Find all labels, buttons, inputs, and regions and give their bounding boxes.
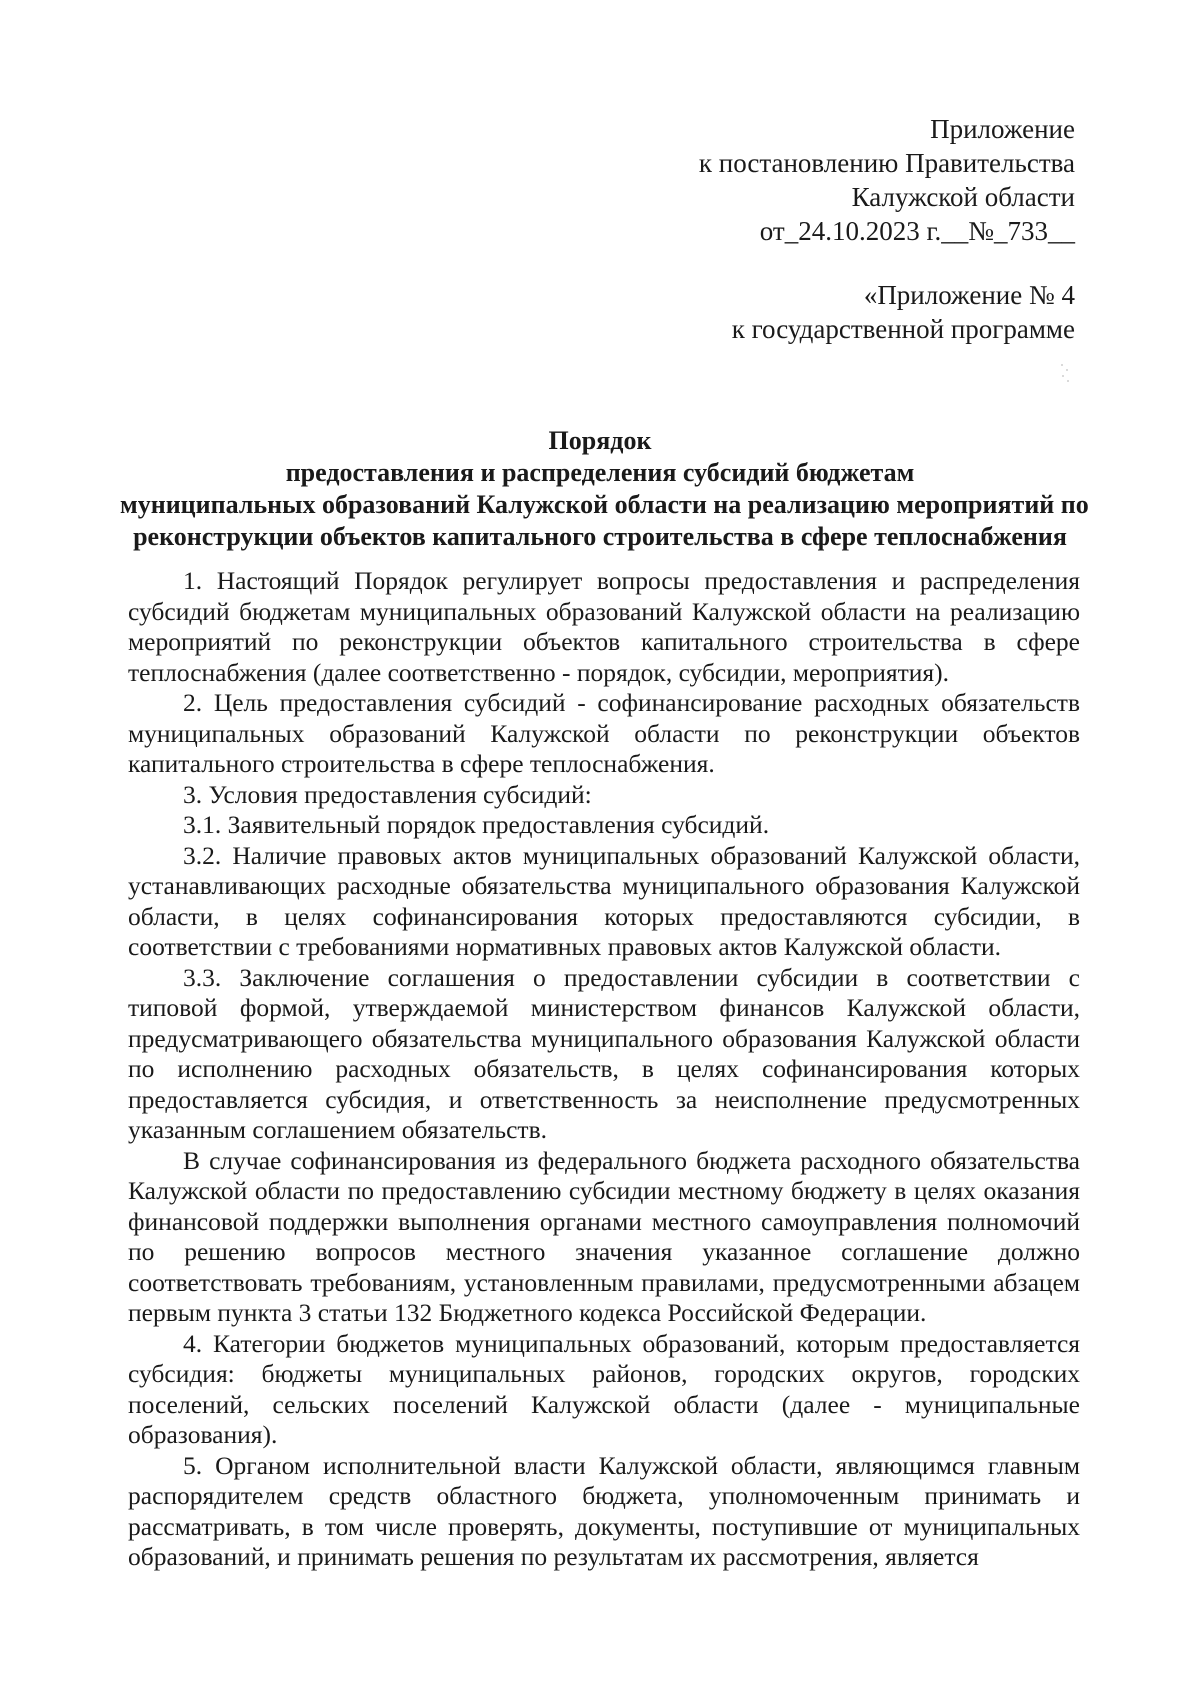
- paragraph-federal: В случае софинансирования из федерального бюджета расходного обязательства Калужской области по предоставлению субсидии местному бюджету в целях оказания финансовой поддержки выполнения органами местного самоуправления полномочий по решению вопросов местного значения указанное соглашение должно соответствовать требованиям, установленным правилами, предусмотренными абзацем первым пункта 3 статьи 132 Бюджетного кодекса Российской Федерации.: [128, 1145, 1080, 1327]
- appendix-line: Приложение: [930, 114, 1075, 144]
- document-title: [120, 425, 1089, 553]
- program-appendix-header: [732, 278, 1075, 346]
- scan-artifact-icon: [1058, 362, 1072, 384]
- title-line: Порядок: [548, 426, 652, 455]
- paragraph-3: 3. Условия предоставления субсидий:: [183, 779, 592, 809]
- appendix-line: к постановлению Правительства: [698, 148, 1075, 178]
- paragraph-5: 5. Органом исполнительной власти Калужской области, являющимся главным распорядителем средств областного бюджета, уполномоченным принимать и рассматривать, в том числе проверять, документы, поступившие от муниципальных образований, и принимать решения по результатам их рассмотрения, является: [128, 1450, 1080, 1571]
- paragraph-3-1: 3.1. Заявительный порядок предоставления субсидий.: [183, 810, 770, 839]
- program-appendix-line: к государственной программе: [731, 314, 1075, 344]
- title-line: муниципальных образований Калужской области на реализацию мероприятий по: [120, 490, 1089, 519]
- program-appendix-line: «Приложение № 4: [863, 280, 1075, 310]
- paragraph-3-3: 3.3. Заключение соглашения о предоставлении субсидии в соответствии с типовой формой, утверждаемой министерством финансов Калужской области, предусматривающего обязательства муниципального образования Калужской области по исполнению расходных обязательств, в целях софинансирования которых предоставляется субсидия, и ответственность за неисполнение предусмотренных указанным соглашением обязательств.: [128, 962, 1080, 1144]
- paragraph-4: 4. Категории бюджетов муниципальных образований, которым предоставляется субсидия: бюджеты муниципальных районов, городских округов, городских поселений, сельских поселений Калужской области (далее - муниципальные образования).: [128, 1328, 1080, 1449]
- paragraph-3-2: 3.2. Наличие правовых актов муниципальных образований Калужской области, устанавливающих расходные обязательства муниципального образования Калужской области, в целях софинансирования которых предоставляются субсидии, в соответствии с требованиями нормативных правовых актов Калужской области.: [128, 840, 1080, 961]
- document-body: [128, 566, 1080, 1573]
- appendix-line: Калужской области: [851, 182, 1075, 212]
- title-line: предоставления и распределения субсидий бюджетам: [285, 458, 915, 487]
- appendix-date-number: от_24.10.2023 г.__№_733__: [759, 216, 1075, 246]
- appendix-header: [699, 112, 1075, 248]
- paragraph-1: 1. Настоящий Порядок регулирует вопросы предоставления и распределения субсидий бюджетам муниципальных образований Калужской области на реализацию мероприятий по реконструкции объектов капитального строительства в сфере теплоснабжения (далее соответственно - порядок, субсидии, мероприятия).: [128, 566, 1080, 687]
- paragraph-2: 2. Цель предоставления субсидий - софинансирование расходных обязательств муниципальных образований Калужской области по реконструкции объектов капитального строительства в сфере теплоснабжения.: [128, 688, 1080, 778]
- title-line: реконструкции объектов капитального строительства в сфере теплоснабжения: [133, 522, 1067, 551]
